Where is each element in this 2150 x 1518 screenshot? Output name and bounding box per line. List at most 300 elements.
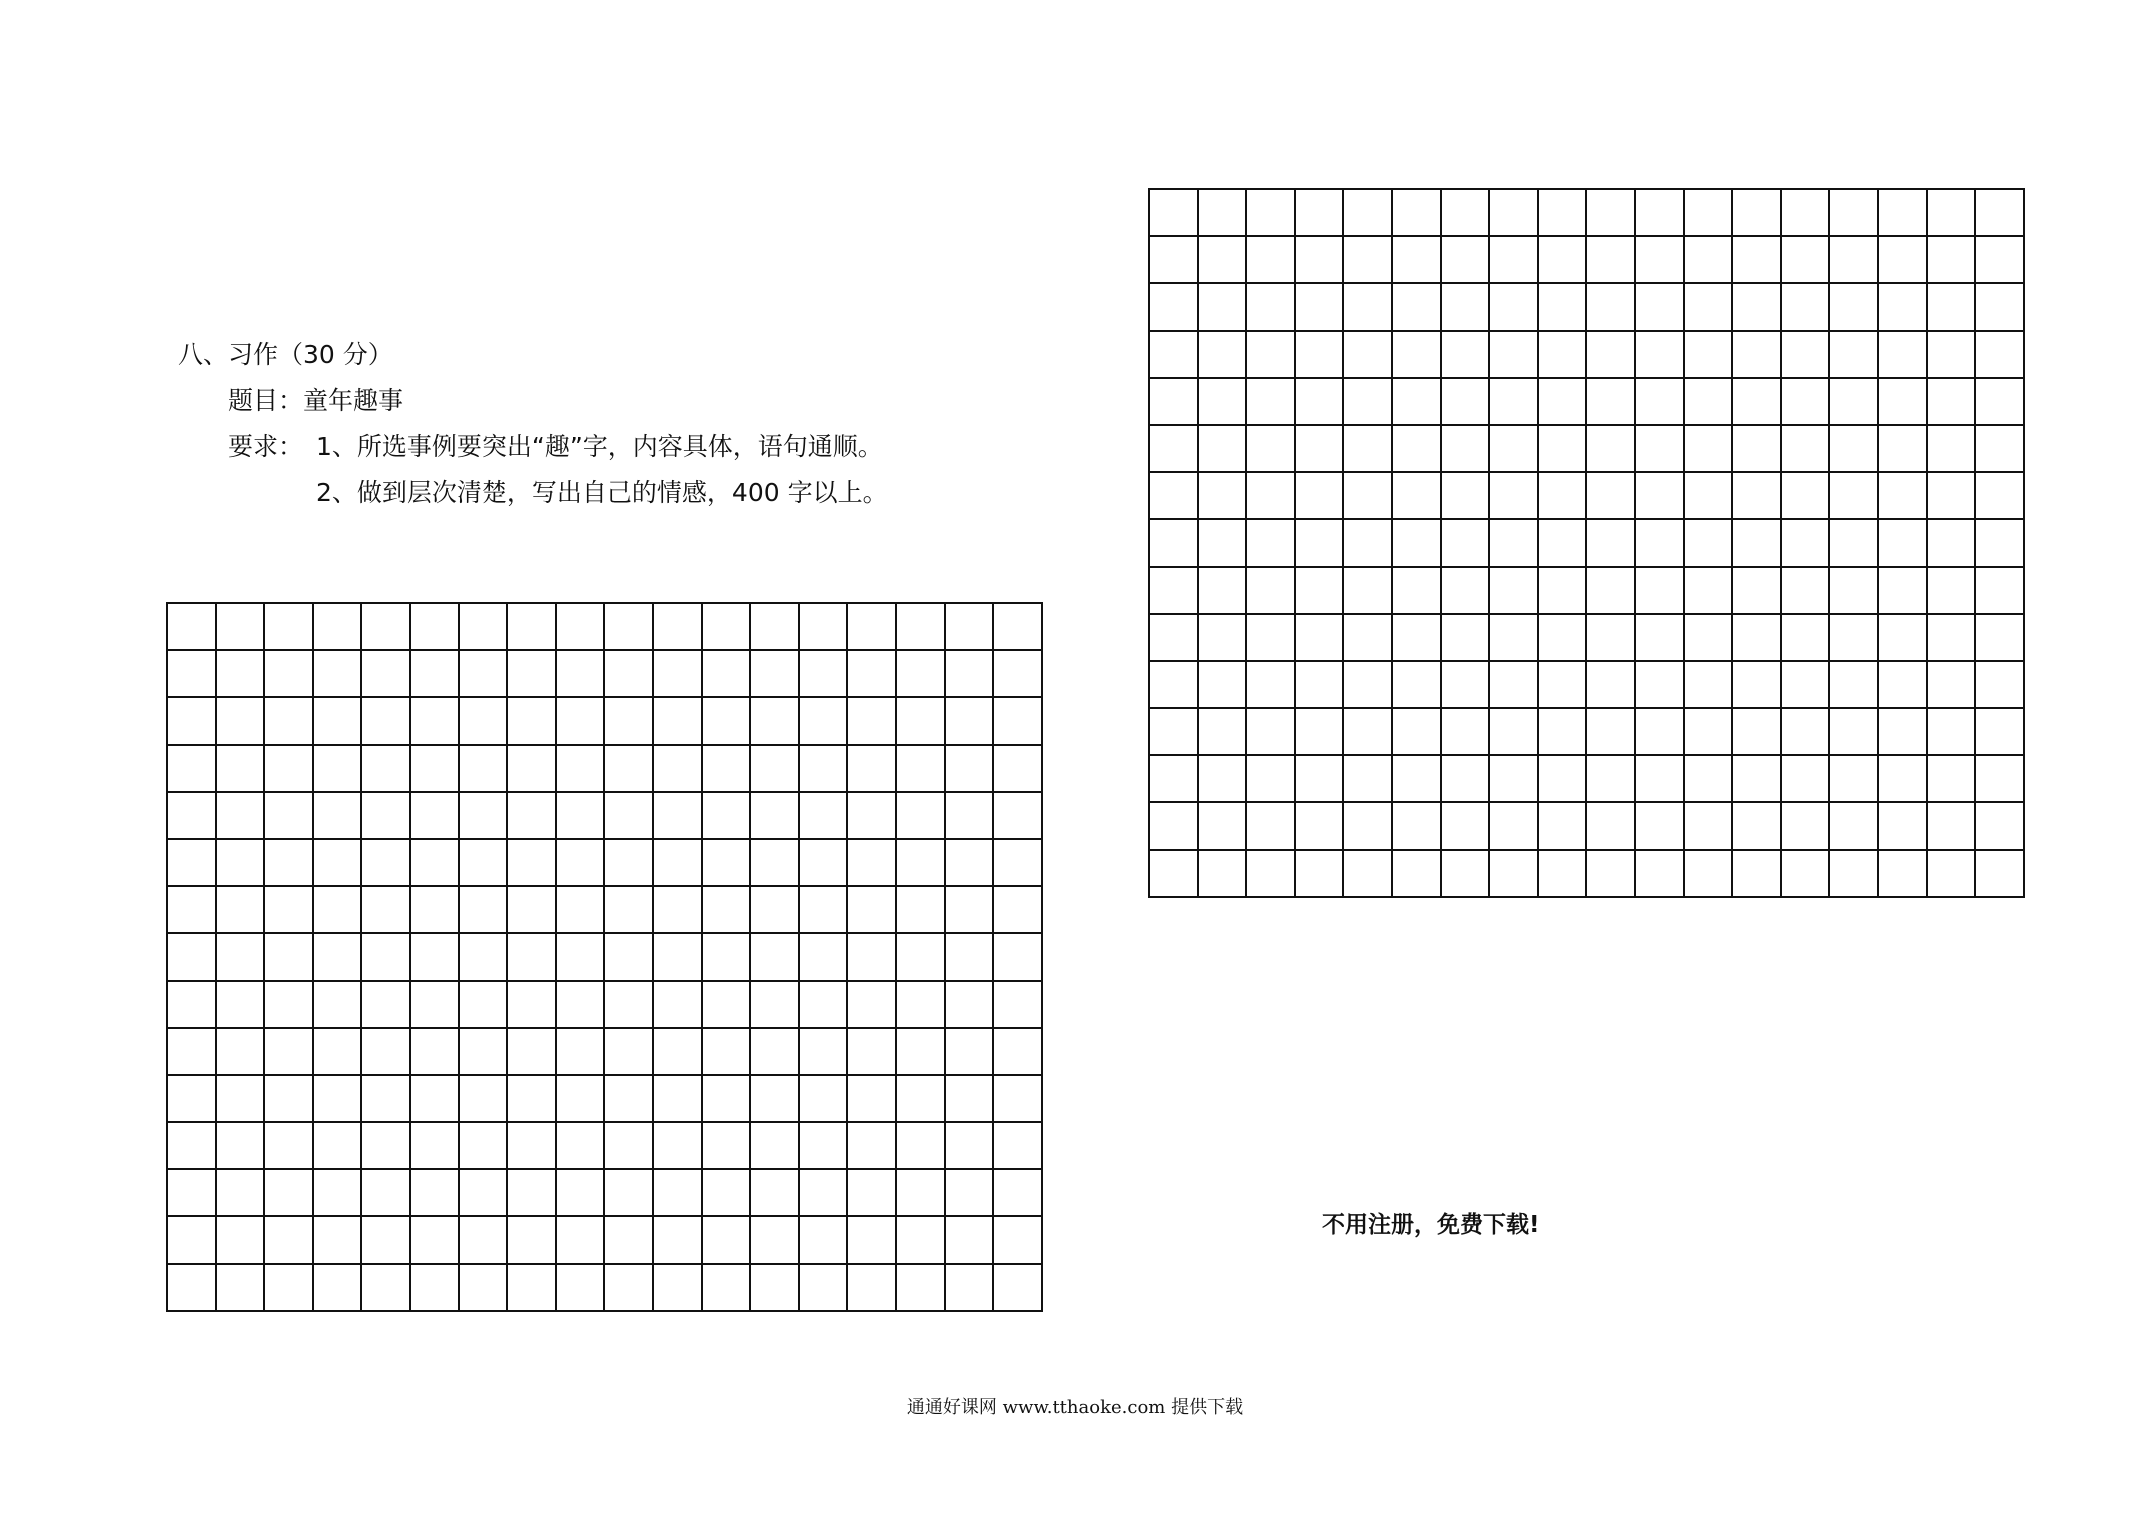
- grid-cell: [1150, 662, 1199, 709]
- grid-cell: [1928, 426, 1977, 473]
- grid-cell: [897, 604, 946, 651]
- grid-cell: [1976, 851, 2025, 898]
- grid-cell: [1928, 803, 1977, 850]
- grid-cell: [411, 934, 460, 981]
- grid-cell: [1490, 284, 1539, 331]
- grid-cell: [217, 1076, 266, 1123]
- grid-cell: [1199, 803, 1248, 850]
- grid-cell: [1344, 709, 1393, 756]
- grid-cell: [605, 746, 654, 793]
- grid-cell: [994, 1029, 1043, 1076]
- grid-cell: [460, 698, 509, 745]
- grid-cell: [994, 887, 1043, 934]
- grid-cell: [1150, 851, 1199, 898]
- grid-cell: [994, 982, 1043, 1029]
- grid-cell: [168, 698, 217, 745]
- grid-cell: [1879, 803, 1928, 850]
- grid-cell: [1199, 237, 1248, 284]
- grid-cell: [1587, 473, 1636, 520]
- grid-cell: [314, 1076, 363, 1123]
- grid-cell: [1150, 379, 1199, 426]
- grid-cell: [1636, 190, 1685, 237]
- grid-cell: [1685, 190, 1734, 237]
- grid-cell: [1636, 426, 1685, 473]
- grid-cell: [1733, 473, 1782, 520]
- grid-cell: [508, 934, 557, 981]
- grid-cell: [1344, 851, 1393, 898]
- grid-cell: [994, 1217, 1043, 1264]
- grid-cell: [314, 793, 363, 840]
- grid-cell: [362, 1076, 411, 1123]
- grid-cell: [703, 651, 752, 698]
- grid-cell: [411, 982, 460, 1029]
- grid-cell: [1344, 662, 1393, 709]
- grid-cell: [1490, 568, 1539, 615]
- grid-cell: [168, 1170, 217, 1217]
- grid-cell: [1296, 332, 1345, 379]
- grid-cell: [848, 793, 897, 840]
- grid-cell: [800, 651, 849, 698]
- grid-cell: [605, 934, 654, 981]
- grid-cell: [217, 934, 266, 981]
- grid-cell: [1247, 568, 1296, 615]
- grid-cell: [1976, 332, 2025, 379]
- grid-cell: [946, 1029, 995, 1076]
- grid-cell: [800, 1265, 849, 1312]
- grid-cell: [1879, 520, 1928, 567]
- grid-cell: [1636, 709, 1685, 756]
- grid-cell: [1344, 284, 1393, 331]
- grid-cell: [1976, 426, 2025, 473]
- grid-cell: [1199, 190, 1248, 237]
- grid-cell: [1296, 615, 1345, 662]
- grid-cell: [1587, 803, 1636, 850]
- grid-cell: [557, 1265, 606, 1312]
- grid-cell: [168, 651, 217, 698]
- grid-cell: [1539, 520, 1588, 567]
- grid-cell: [1928, 662, 1977, 709]
- grid-cell: [605, 887, 654, 934]
- grid-cell: [946, 746, 995, 793]
- grid-cell: [994, 840, 1043, 887]
- grid-cell: [654, 651, 703, 698]
- grid-cell: [460, 934, 509, 981]
- grid-cell: [1296, 379, 1345, 426]
- grid-cell: [1539, 426, 1588, 473]
- grid-cell: [1782, 379, 1831, 426]
- grid-cell: [460, 1170, 509, 1217]
- grid-cell: [1685, 379, 1734, 426]
- grid-cell: [217, 1265, 266, 1312]
- grid-cell: [168, 982, 217, 1029]
- grid-cell: [1539, 379, 1588, 426]
- grid-cell: [605, 604, 654, 651]
- grid-cell: [848, 982, 897, 1029]
- grid-cell: [1636, 803, 1685, 850]
- grid-cell: [946, 604, 995, 651]
- grid-cell: [1733, 426, 1782, 473]
- grid-cell: [1393, 662, 1442, 709]
- grid-cell: [751, 1217, 800, 1264]
- grid-cell: [1636, 568, 1685, 615]
- grid-cell: [654, 982, 703, 1029]
- grid-cell: [411, 840, 460, 887]
- grid-cell: [1393, 284, 1442, 331]
- grid-cell: [1199, 851, 1248, 898]
- grid-cell: [1976, 284, 2025, 331]
- composition-heading: 八、习作（30 分）: [178, 340, 393, 369]
- grid-cell: [508, 604, 557, 651]
- grid-cell: [1442, 851, 1491, 898]
- grid-cell: [703, 1029, 752, 1076]
- grid-cell: [1928, 851, 1977, 898]
- grid-cell: [1199, 615, 1248, 662]
- grid-cell: [946, 793, 995, 840]
- grid-cell: [1879, 615, 1928, 662]
- grid-cell: [1393, 756, 1442, 803]
- grid-cell: [1782, 332, 1831, 379]
- grid-cell: [411, 1076, 460, 1123]
- grid-cell: [1344, 332, 1393, 379]
- grid-cell: [1442, 473, 1491, 520]
- grid-cell: [994, 651, 1043, 698]
- grid-cell: [314, 934, 363, 981]
- grid-cell: [557, 698, 606, 745]
- grid-cell: [1150, 756, 1199, 803]
- grid-cell: [1733, 615, 1782, 662]
- grid-cell: [848, 1123, 897, 1170]
- grid-cell: [1587, 426, 1636, 473]
- grid-cell: [1733, 709, 1782, 756]
- grid-cell: [703, 887, 752, 934]
- grid-cell: [1782, 756, 1831, 803]
- grid-cell: [897, 1123, 946, 1170]
- grid-cell: [1150, 520, 1199, 567]
- promo-text: 不用注册，免费下载!: [1322, 1212, 1540, 1238]
- grid-cell: [1344, 568, 1393, 615]
- grid-cell: [217, 840, 266, 887]
- grid-cell: [1490, 520, 1539, 567]
- grid-cell: [946, 698, 995, 745]
- grid-cell: [1490, 851, 1539, 898]
- grid-cell: [751, 982, 800, 1029]
- grid-cell: [314, 746, 363, 793]
- grid-cell: [362, 604, 411, 651]
- grid-cell: [1928, 379, 1977, 426]
- grid-cell: [1490, 803, 1539, 850]
- grid-cell: [1782, 662, 1831, 709]
- grid-cell: [1393, 379, 1442, 426]
- grid-cell: [1490, 662, 1539, 709]
- grid-cell: [1296, 851, 1345, 898]
- grid-cell: [605, 1029, 654, 1076]
- grid-cell: [946, 1123, 995, 1170]
- grid-cell: [1636, 756, 1685, 803]
- grid-cell: [897, 1076, 946, 1123]
- grid-cell: [1199, 520, 1248, 567]
- grid-cell: [1782, 803, 1831, 850]
- grid-cell: [897, 1265, 946, 1312]
- grid-cell: [1636, 662, 1685, 709]
- grid-cell: [1830, 237, 1879, 284]
- grid-cell: [1150, 473, 1199, 520]
- grid-cell: [1830, 662, 1879, 709]
- grid-cell: [848, 698, 897, 745]
- grid-cell: [751, 1123, 800, 1170]
- grid-cell: [1928, 237, 1977, 284]
- grid-cell: [1587, 709, 1636, 756]
- grid-cell: [1344, 520, 1393, 567]
- grid-cell: [1442, 615, 1491, 662]
- grid-cell: [217, 1029, 266, 1076]
- grid-cell: [1830, 426, 1879, 473]
- grid-cell: [848, 1076, 897, 1123]
- grid-cell: [1636, 284, 1685, 331]
- grid-cell: [314, 1029, 363, 1076]
- grid-cell: [1587, 662, 1636, 709]
- grid-cell: [1976, 237, 2025, 284]
- grid-cell: [508, 651, 557, 698]
- grid-cell: [1636, 615, 1685, 662]
- grid-cell: [411, 887, 460, 934]
- grid-cell: [1976, 662, 2025, 709]
- grid-cell: [654, 1217, 703, 1264]
- grid-cell: [460, 604, 509, 651]
- grid-cell: [1150, 803, 1199, 850]
- grid-cell: [1296, 756, 1345, 803]
- grid-cell: [1587, 851, 1636, 898]
- grid-cell: [1393, 803, 1442, 850]
- grid-cell: [314, 840, 363, 887]
- grid-cell: [1879, 332, 1928, 379]
- grid-cell: [1539, 709, 1588, 756]
- grid-cell: [1976, 190, 2025, 237]
- grid-cell: [1685, 332, 1734, 379]
- grid-cell: [994, 1123, 1043, 1170]
- grid-cell: [1587, 756, 1636, 803]
- grid-cell: [265, 982, 314, 1029]
- grid-cell: [605, 1217, 654, 1264]
- grid-cell: [800, 934, 849, 981]
- grid-cell: [168, 1123, 217, 1170]
- grid-cell: [1442, 284, 1491, 331]
- grid-cell: [265, 746, 314, 793]
- grid-cell: [508, 746, 557, 793]
- grid-cell: [1442, 756, 1491, 803]
- grid-cell: [946, 1076, 995, 1123]
- footer-text: 通通好课网 www.tthaoke.com 提供下载: [906, 1397, 1244, 1418]
- grid-cell: [1490, 190, 1539, 237]
- grid-cell: [1782, 568, 1831, 615]
- grid-cell: [314, 651, 363, 698]
- grid-cell: [1636, 851, 1685, 898]
- grid-cell: [654, 604, 703, 651]
- grid-cell: [654, 887, 703, 934]
- grid-cell: [314, 1123, 363, 1170]
- grid-cell: [1296, 426, 1345, 473]
- grid-cell: [1976, 568, 2025, 615]
- grid-cell: [751, 840, 800, 887]
- grid-cell: [557, 1029, 606, 1076]
- grid-cell: [751, 1029, 800, 1076]
- grid-cell: [1247, 756, 1296, 803]
- grid-cell: [848, 651, 897, 698]
- grid-cell: [1733, 520, 1782, 567]
- grid-cell: [168, 746, 217, 793]
- grid-cell: [1830, 379, 1879, 426]
- grid-cell: [654, 793, 703, 840]
- grid-cell: [1393, 237, 1442, 284]
- grid-cell: [1830, 190, 1879, 237]
- grid-cell: [1150, 615, 1199, 662]
- grid-cell: [994, 1170, 1043, 1217]
- grid-cell: [1150, 190, 1199, 237]
- grid-cell: [411, 1170, 460, 1217]
- grid-cell: [1782, 851, 1831, 898]
- grid-cell: [557, 982, 606, 1029]
- grid-cell: [508, 887, 557, 934]
- grid-cell: [1782, 473, 1831, 520]
- grid-cell: [1442, 803, 1491, 850]
- grid-cell: [703, 793, 752, 840]
- grid-cell: [1150, 426, 1199, 473]
- grid-cell: [217, 1217, 266, 1264]
- grid-cell: [1879, 190, 1928, 237]
- grid-cell: [362, 1265, 411, 1312]
- grid-cell: [605, 982, 654, 1029]
- grid-cell: [1442, 332, 1491, 379]
- grid-cell: [508, 840, 557, 887]
- grid-cell: [1247, 520, 1296, 567]
- grid-cell: [508, 1170, 557, 1217]
- grid-cell: [751, 746, 800, 793]
- grid-cell: [460, 1076, 509, 1123]
- grid-cell: [1587, 332, 1636, 379]
- grid-cell: [1539, 803, 1588, 850]
- grid-cell: [314, 1265, 363, 1312]
- grid-cell: [800, 1029, 849, 1076]
- grid-cell: [1928, 473, 1977, 520]
- grid-cell: [1685, 803, 1734, 850]
- grid-cell: [1976, 379, 2025, 426]
- grid-cell: [800, 1123, 849, 1170]
- grid-cell: [751, 698, 800, 745]
- grid-cell: [1393, 615, 1442, 662]
- grid-cell: [703, 934, 752, 981]
- grid-cell: [1587, 568, 1636, 615]
- grid-cell: [703, 840, 752, 887]
- grid-cell: [362, 887, 411, 934]
- grid-cell: [460, 1123, 509, 1170]
- grid-cell: [1344, 426, 1393, 473]
- grid-cell: [1199, 332, 1248, 379]
- grid-cell: [703, 1217, 752, 1264]
- grid-cell: [1442, 379, 1491, 426]
- grid-cell: [1247, 332, 1296, 379]
- grid-cell: [265, 793, 314, 840]
- grid-cell: [1344, 615, 1393, 662]
- grid-cell: [265, 1076, 314, 1123]
- grid-cell: [946, 1265, 995, 1312]
- grid-cell: [362, 1123, 411, 1170]
- grid-cell: [1296, 520, 1345, 567]
- grid-cell: [362, 840, 411, 887]
- grid-cell: [362, 746, 411, 793]
- composition-topic: 题目：童年趣事: [228, 386, 404, 415]
- grid-cell: [1442, 190, 1491, 237]
- grid-cell: [1782, 284, 1831, 331]
- grid-cell: [897, 840, 946, 887]
- grid-cell: [557, 934, 606, 981]
- grid-cell: [411, 698, 460, 745]
- grid-cell: [1782, 709, 1831, 756]
- grid-cell: [1442, 709, 1491, 756]
- grid-cell: [1199, 284, 1248, 331]
- grid-cell: [1782, 237, 1831, 284]
- grid-cell: [1879, 851, 1928, 898]
- grid-cell: [1247, 615, 1296, 662]
- grid-cell: [800, 698, 849, 745]
- grid-cell: [508, 1265, 557, 1312]
- grid-cell: [508, 793, 557, 840]
- grid-cell: [946, 934, 995, 981]
- grid-cell: [1539, 332, 1588, 379]
- grid-cell: [751, 1265, 800, 1312]
- grid-cell: [411, 1217, 460, 1264]
- grid-cell: [460, 651, 509, 698]
- grid-cell: [1879, 473, 1928, 520]
- grid-cell: [362, 1170, 411, 1217]
- grid-cell: [605, 1123, 654, 1170]
- grid-cell: [217, 982, 266, 1029]
- grid-cell: [1928, 615, 1977, 662]
- grid-cell: [897, 1170, 946, 1217]
- grid-cell: [605, 698, 654, 745]
- grid-cell: [1490, 379, 1539, 426]
- grid-cell: [1539, 756, 1588, 803]
- grid-cell: [897, 793, 946, 840]
- requirement-item-1: 1、所选事例要突出“趣”字，内容具体，语句通顺。: [316, 432, 883, 461]
- grid-cell: [1490, 426, 1539, 473]
- grid-cell: [362, 934, 411, 981]
- grid-cell: [314, 982, 363, 1029]
- grid-cell: [994, 1265, 1043, 1312]
- grid-cell: [557, 1123, 606, 1170]
- grid-cell: [994, 793, 1043, 840]
- grid-cell: [1733, 568, 1782, 615]
- grid-cell: [1636, 473, 1685, 520]
- grid-cell: [1199, 379, 1248, 426]
- grid-cell: [848, 1170, 897, 1217]
- grid-cell: [314, 887, 363, 934]
- grid-cell: [1247, 190, 1296, 237]
- grid-cell: [1344, 803, 1393, 850]
- grid-cell: [460, 1217, 509, 1264]
- grid-cell: [1150, 568, 1199, 615]
- grid-cell: [946, 651, 995, 698]
- grid-cell: [217, 1170, 266, 1217]
- grid-cell: [168, 1217, 217, 1264]
- grid-cell: [168, 1265, 217, 1312]
- grid-cell: [1539, 615, 1588, 662]
- grid-cell: [1830, 473, 1879, 520]
- grid-cell: [1976, 756, 2025, 803]
- grid-cell: [168, 793, 217, 840]
- grid-cell: [557, 1217, 606, 1264]
- grid-cell: [168, 887, 217, 934]
- grid-cell: [1393, 473, 1442, 520]
- grid-cell: [1879, 709, 1928, 756]
